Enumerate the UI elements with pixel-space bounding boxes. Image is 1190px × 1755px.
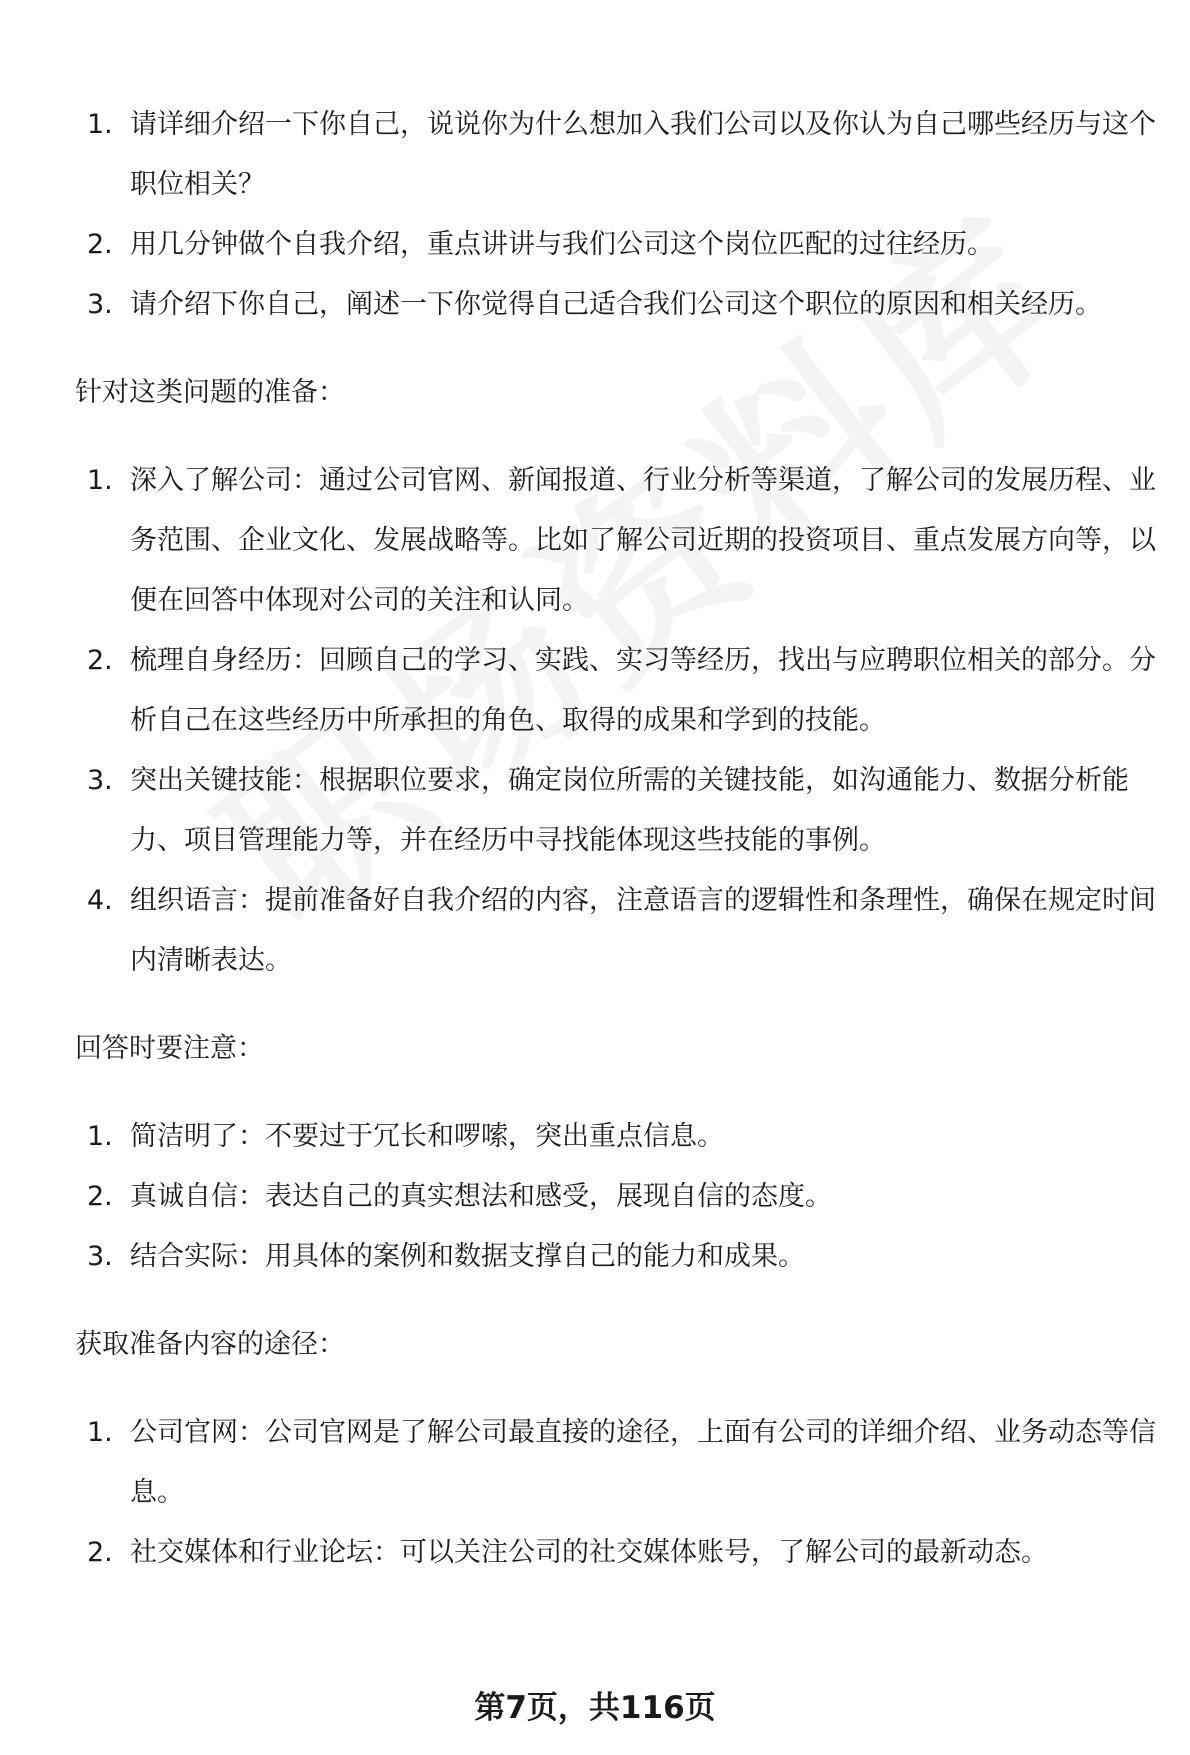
list-item-text: 简洁明了：不要过于冗长和啰嗦，突出重点信息。 — [130, 1121, 724, 1152]
list-item — [75, 215, 1160, 275]
list-item — [75, 871, 1160, 991]
list-number: 3. — [87, 289, 113, 320]
list-number: 1. — [87, 1121, 113, 1152]
list-item-text: 深入了解公司：通过公司官网、新闻报道、行业分析等渠道，了解公司的发展历程、业务范围、企业文化、发展战略等。比如了解公司近期的投资项目、重点发展方向等，以便在回答中体现对公司的关注和认同。 — [130, 465, 1156, 616]
list-number: 3. — [87, 765, 113, 796]
list-item-text: 公司官网：公司官网是了解公司最直接的途径，上面有公司的详细介绍、业务动态等信息。 — [130, 1417, 1156, 1508]
list-number: 2. — [87, 1181, 113, 1212]
section-heading-preparation: 针对这类问题的准备： — [75, 377, 345, 408]
sources-list — [75, 1403, 1160, 1583]
list-item-text: 结合实际：用具体的案例和数据支撑自己的能力和成果。 — [130, 1241, 805, 1272]
list-item — [75, 1403, 1160, 1523]
list-number: 2. — [87, 1537, 113, 1568]
list-item-text: 用几分钟做个自我介绍，重点讲讲与我们公司这个岗位匹配的过往经历。 — [130, 229, 994, 260]
list-number: 2. — [87, 229, 113, 260]
list-number: 1. — [87, 465, 113, 496]
list-item-text: 梳理自身经历：回顾自己的学习、实践、实习等经历，找出与应聘职位相关的部分。分析自己在这些经历中所承担的角色、取得的成果和学到的技能。 — [130, 645, 1156, 736]
list-number: 1. — [87, 1417, 113, 1448]
document-body — [75, 95, 1160, 1583]
list-item-text: 真诚自信：表达自己的真实想法和感受，展现自信的态度。 — [130, 1181, 832, 1212]
list-item-text: 请详细介绍一下你自己，说说你为什么想加入我们公司以及你认为自己哪些经历与这个职位相关？ — [130, 109, 1156, 200]
list-number: 1. — [87, 109, 113, 140]
page-footer: 第7页，共116页 — [474, 1690, 716, 1726]
list-number: 2. — [87, 645, 113, 676]
list-item — [75, 631, 1160, 751]
intro-question-list — [75, 95, 1160, 335]
list-number: 4. — [87, 885, 113, 916]
list-item-text: 突出关键技能：根据职位要求，确定岗位所需的关键技能，如沟通能力、数据分析能力、项目管理能力等，并在经历中寻找能体现这些技能的事例。 — [130, 765, 1129, 856]
list-item — [75, 751, 1160, 871]
list-item-text: 组织语言：提前准备好自我介绍的内容，注意语言的逻辑性和条理性，确保在规定时间内清晰表达。 — [130, 885, 1156, 976]
section-heading-sources: 获取准备内容的途径： — [75, 1329, 345, 1360]
list-item-text: 请介绍下你自己，阐述一下你觉得自己适合我们公司这个职位的原因和相关经历。 — [130, 289, 1102, 320]
list-number: 3. — [87, 1241, 113, 1272]
notes-list — [75, 1107, 1160, 1287]
list-item — [75, 451, 1160, 631]
list-item — [75, 95, 1160, 215]
list-item — [75, 1227, 1160, 1287]
list-item — [75, 1107, 1160, 1167]
list-item — [75, 275, 1160, 335]
section-heading-notes: 回答时要注意： — [75, 1033, 264, 1064]
list-item-text: 社交媒体和行业论坛：可以关注公司的社交媒体账号，了解公司的最新动态。 — [130, 1537, 1048, 1568]
list-item — [75, 1523, 1160, 1583]
list-item — [75, 1167, 1160, 1227]
preparation-list — [75, 451, 1160, 991]
